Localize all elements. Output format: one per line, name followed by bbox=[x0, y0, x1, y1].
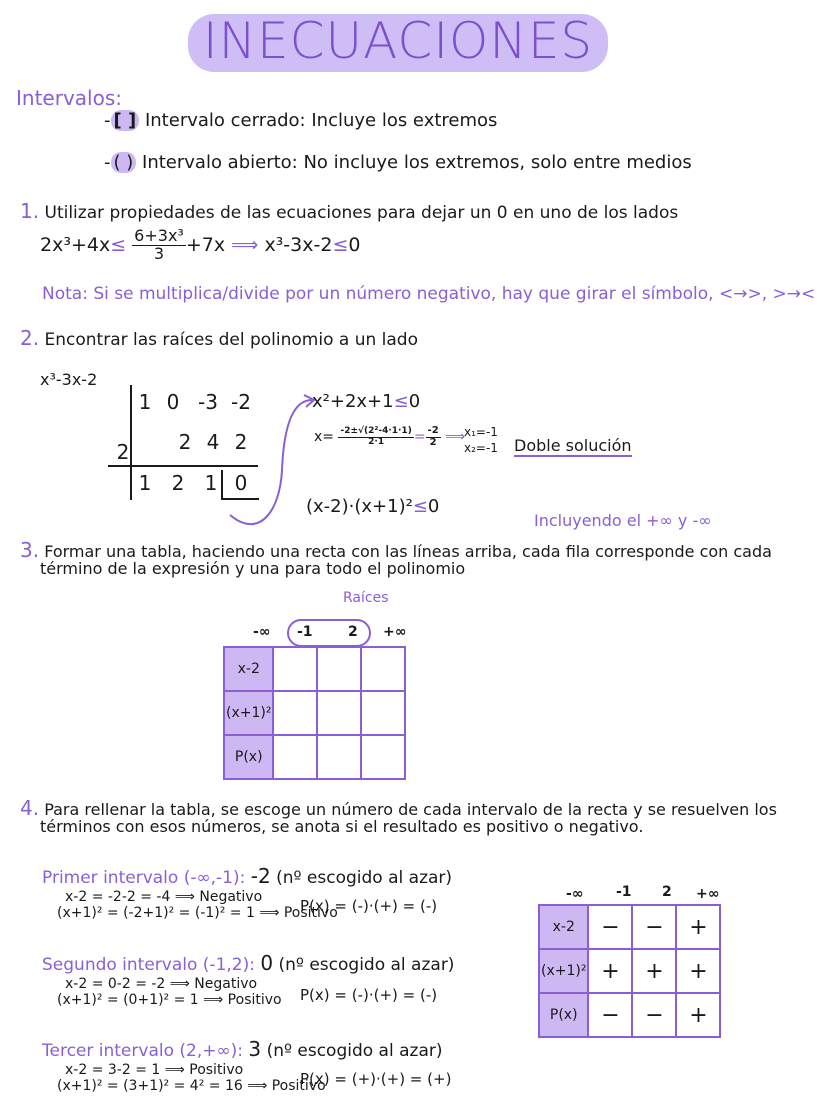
axis-root-2: 2 bbox=[662, 884, 672, 900]
formula-numerator: -2±√(2²-4·1·1) bbox=[340, 426, 412, 437]
interval3-line2: (x+1)² = (3+1)² = 4² = 16 ⟹ Positivo bbox=[57, 1078, 326, 1094]
step3-text-line1: Formar una tabla, haciendo una recta con las líneas arriba, cada fila corresponde con cada bbox=[44, 542, 772, 561]
sign-cell: − bbox=[588, 905, 632, 949]
ruffini-cell: 2 bbox=[234, 430, 248, 454]
table-cell bbox=[361, 647, 405, 691]
interval2-line1: x-2 = 0-2 = -2 ⟹ Negativo bbox=[65, 976, 258, 992]
interval1-work bbox=[57, 889, 338, 921]
interval-closed: - [ ] Intervalo cerrado: Incluye los extremos bbox=[104, 110, 498, 131]
step4-number: 4. bbox=[20, 796, 40, 820]
row-label: x-2 bbox=[224, 647, 273, 691]
axis-root-2: 2 bbox=[348, 624, 358, 640]
ruffini-divisor: 2 bbox=[116, 440, 130, 464]
implies-arrow-icon: ⟹ bbox=[445, 429, 466, 445]
implies-arrow-icon: ⟹ bbox=[231, 233, 259, 256]
interval1-line2: (x+1)² = (-2+1)² = (-1)² = 1 ⟹ Positivo bbox=[57, 905, 338, 921]
ruffini-cell: 1 bbox=[138, 390, 152, 414]
step1-equation bbox=[40, 228, 360, 263]
axis-pos-infinity: +∞ bbox=[383, 624, 407, 640]
table-row bbox=[539, 905, 720, 949]
axis-neg-infinity: -∞ bbox=[566, 886, 584, 902]
table-row bbox=[224, 647, 405, 691]
interval3-px: P(x) = (+)·(+) = (+) bbox=[300, 1070, 452, 1088]
formula-fraction bbox=[338, 427, 413, 447]
interval2-px: P(x) = (-)·(+) = (-) bbox=[300, 986, 438, 1004]
factored-form bbox=[306, 496, 439, 517]
table-row bbox=[224, 735, 405, 779]
sign-cell: + bbox=[676, 993, 720, 1037]
step1-number: 1. bbox=[20, 199, 40, 223]
sign-cell: − bbox=[588, 993, 632, 1037]
interval-open-text: Intervalo abierto: No incluye los extremos, solo entre medios bbox=[142, 152, 692, 173]
step3 bbox=[20, 538, 772, 578]
interval1-note: (nº escogido al azar) bbox=[276, 868, 453, 888]
factored-expr: (x-2)·(x+1)² bbox=[306, 496, 413, 517]
interval-closed-text: Intervalo cerrado: Incluye los extremos bbox=[144, 110, 498, 131]
intervals-heading: Intervalos: bbox=[16, 86, 122, 110]
formula-x: x= bbox=[314, 429, 335, 445]
step1-text: Utilizar propiedades de las ecuaciones para dejar un 0 en uno de los lados bbox=[44, 203, 679, 223]
sign-cell: + bbox=[632, 949, 676, 993]
table-cell bbox=[317, 647, 361, 691]
interval3-line1: x-2 = 3-2 = 1 ⟹ Positivo bbox=[65, 1062, 244, 1078]
open-paren-symbol: ( ) bbox=[111, 152, 137, 173]
table-cell bbox=[361, 691, 405, 735]
frac-denominator: 3 bbox=[153, 243, 165, 263]
quadratic-expr: x²+2x+1 bbox=[312, 391, 394, 412]
simpl-numerator: -2 bbox=[427, 425, 439, 436]
step2-text: Encontrar las raíces del polinomio a un lado bbox=[44, 330, 418, 350]
eq-fraction bbox=[132, 228, 186, 263]
table-cell bbox=[317, 735, 361, 779]
quadratic-formula bbox=[314, 426, 465, 448]
ruffini-cell: 1 bbox=[138, 471, 152, 495]
table-row bbox=[224, 691, 405, 735]
step2-number: 2. bbox=[20, 326, 40, 350]
interval1-title: Primer intervalo (-∞,-1): bbox=[42, 868, 246, 888]
interval3-note: (nº escogido al azar) bbox=[266, 1041, 443, 1061]
eq-zero: 0 bbox=[348, 233, 361, 256]
quadratic-zero: 0 bbox=[408, 391, 421, 412]
step1 bbox=[20, 199, 678, 223]
interval2-line2: (x+1)² = (0+1)² = 1 ⟹ Positivo bbox=[57, 992, 282, 1008]
table-cell bbox=[317, 691, 361, 735]
interval-open: - ( ) Intervalo abierto: No incluye los extremos, solo entre medios bbox=[104, 152, 692, 173]
interval3-work bbox=[57, 1062, 326, 1094]
root-x2: x₂=-1 bbox=[464, 441, 498, 455]
row-label: x-2 bbox=[539, 905, 588, 949]
row-label: P(x) bbox=[539, 993, 588, 1037]
axis-neg-infinity: -∞ bbox=[253, 624, 271, 640]
equals-sign: = bbox=[413, 429, 426, 445]
table-cell bbox=[273, 647, 317, 691]
interval2-heading bbox=[42, 951, 454, 975]
sign-cell: + bbox=[676, 949, 720, 993]
table-row bbox=[539, 949, 720, 993]
frac-numerator: 6+3x³ bbox=[134, 226, 184, 245]
simpl-denominator: 2 bbox=[429, 436, 437, 448]
interval3-title: Tercer intervalo (2,+∞): bbox=[42, 1041, 244, 1061]
step4-text-line2: términos con esos números, se anota si el resultado es positivo o negativo. bbox=[40, 817, 644, 836]
row-label: (x+1)² bbox=[224, 691, 273, 735]
double-solution-label: Doble solución bbox=[514, 436, 632, 455]
step4-text-line1: Para rellenar la tabla, se escoge un número de cada intervalo de la recta y se resuelven los bbox=[44, 800, 777, 819]
axis-pos-infinity: +∞ bbox=[696, 886, 720, 902]
le-symbol: ≤ bbox=[332, 233, 349, 256]
interval3-heading bbox=[42, 1037, 442, 1061]
table-row bbox=[539, 993, 720, 1037]
ruffini-cell: 0 bbox=[166, 390, 180, 414]
root-x1: x₁=-1 bbox=[464, 425, 498, 439]
roots-label: Raíces bbox=[343, 590, 389, 606]
interval2-title: Segundo intervalo (-1,2): bbox=[42, 955, 255, 975]
eq-right-rest: +7x bbox=[185, 233, 226, 256]
sign-cell: − bbox=[632, 905, 676, 949]
ruffini-cell: -3 bbox=[198, 390, 218, 414]
row-label: (x+1)² bbox=[539, 949, 588, 993]
le-symbol: ≤ bbox=[110, 233, 127, 256]
ruffini-cell: 2 bbox=[171, 471, 185, 495]
eq-result: x³-3x-2 bbox=[264, 233, 333, 256]
table-cell bbox=[273, 691, 317, 735]
interval1-line1: x-2 = -2-2 = -4 ⟹ Negativo bbox=[65, 889, 263, 905]
table-cell bbox=[361, 735, 405, 779]
le-symbol: ≤ bbox=[412, 496, 428, 517]
empty-sign-table bbox=[223, 646, 406, 780]
interval1-heading bbox=[42, 864, 452, 888]
ruffini-cell: 4 bbox=[206, 430, 220, 454]
formula-denominator: 2·1 bbox=[368, 436, 385, 447]
sign-cell: + bbox=[588, 949, 632, 993]
step1-note: Nota: Si se multiplica/divide por un número negativo, hay que girar el símbolo, <→>, >→< bbox=[42, 284, 816, 304]
step4 bbox=[20, 796, 777, 836]
interval1-px: P(x) = (-)·(+) = (-) bbox=[300, 897, 438, 915]
axis-root-neg1: -1 bbox=[297, 624, 313, 640]
quadratic bbox=[312, 391, 420, 412]
ruffini-cell: 2 bbox=[178, 430, 192, 454]
sign-cell: + bbox=[676, 905, 720, 949]
sign-cell: − bbox=[632, 993, 676, 1037]
ruffini-cell: -2 bbox=[231, 390, 251, 414]
interval2-note: (nº escogido al azar) bbox=[278, 955, 455, 975]
interval2-work bbox=[57, 976, 282, 1008]
interval1-value: -2 bbox=[250, 864, 271, 888]
ruffini-cell: 1 bbox=[204, 471, 218, 495]
axis-root-neg1: -1 bbox=[616, 884, 632, 900]
step3-number: 3. bbox=[20, 538, 40, 562]
page-title: INECUACIONES bbox=[202, 12, 594, 70]
infinity-annotation: Incluyendo el +∞ y -∞ bbox=[534, 511, 712, 530]
curved-arrow-icon bbox=[200, 390, 320, 530]
filled-sign-table bbox=[538, 904, 721, 1038]
step2 bbox=[20, 326, 418, 350]
factored-zero: 0 bbox=[427, 496, 440, 517]
eq-left: 2x³+4x bbox=[40, 233, 111, 256]
table-cell bbox=[273, 735, 317, 779]
interval2-value: 0 bbox=[260, 951, 274, 975]
roots bbox=[464, 424, 498, 456]
closed-bracket-symbol: [ ] bbox=[111, 110, 140, 131]
polynomial: x³-3x-2 bbox=[40, 370, 98, 389]
ruffini-remainder: 0 bbox=[234, 471, 248, 495]
formula-simplified bbox=[426, 426, 441, 448]
le-symbol: ≤ bbox=[393, 391, 409, 412]
step3-text-line2: término de la expresión y una para todo el polinomio bbox=[40, 559, 466, 578]
interval3-value: 3 bbox=[248, 1037, 262, 1061]
row-label: P(x) bbox=[224, 735, 273, 779]
